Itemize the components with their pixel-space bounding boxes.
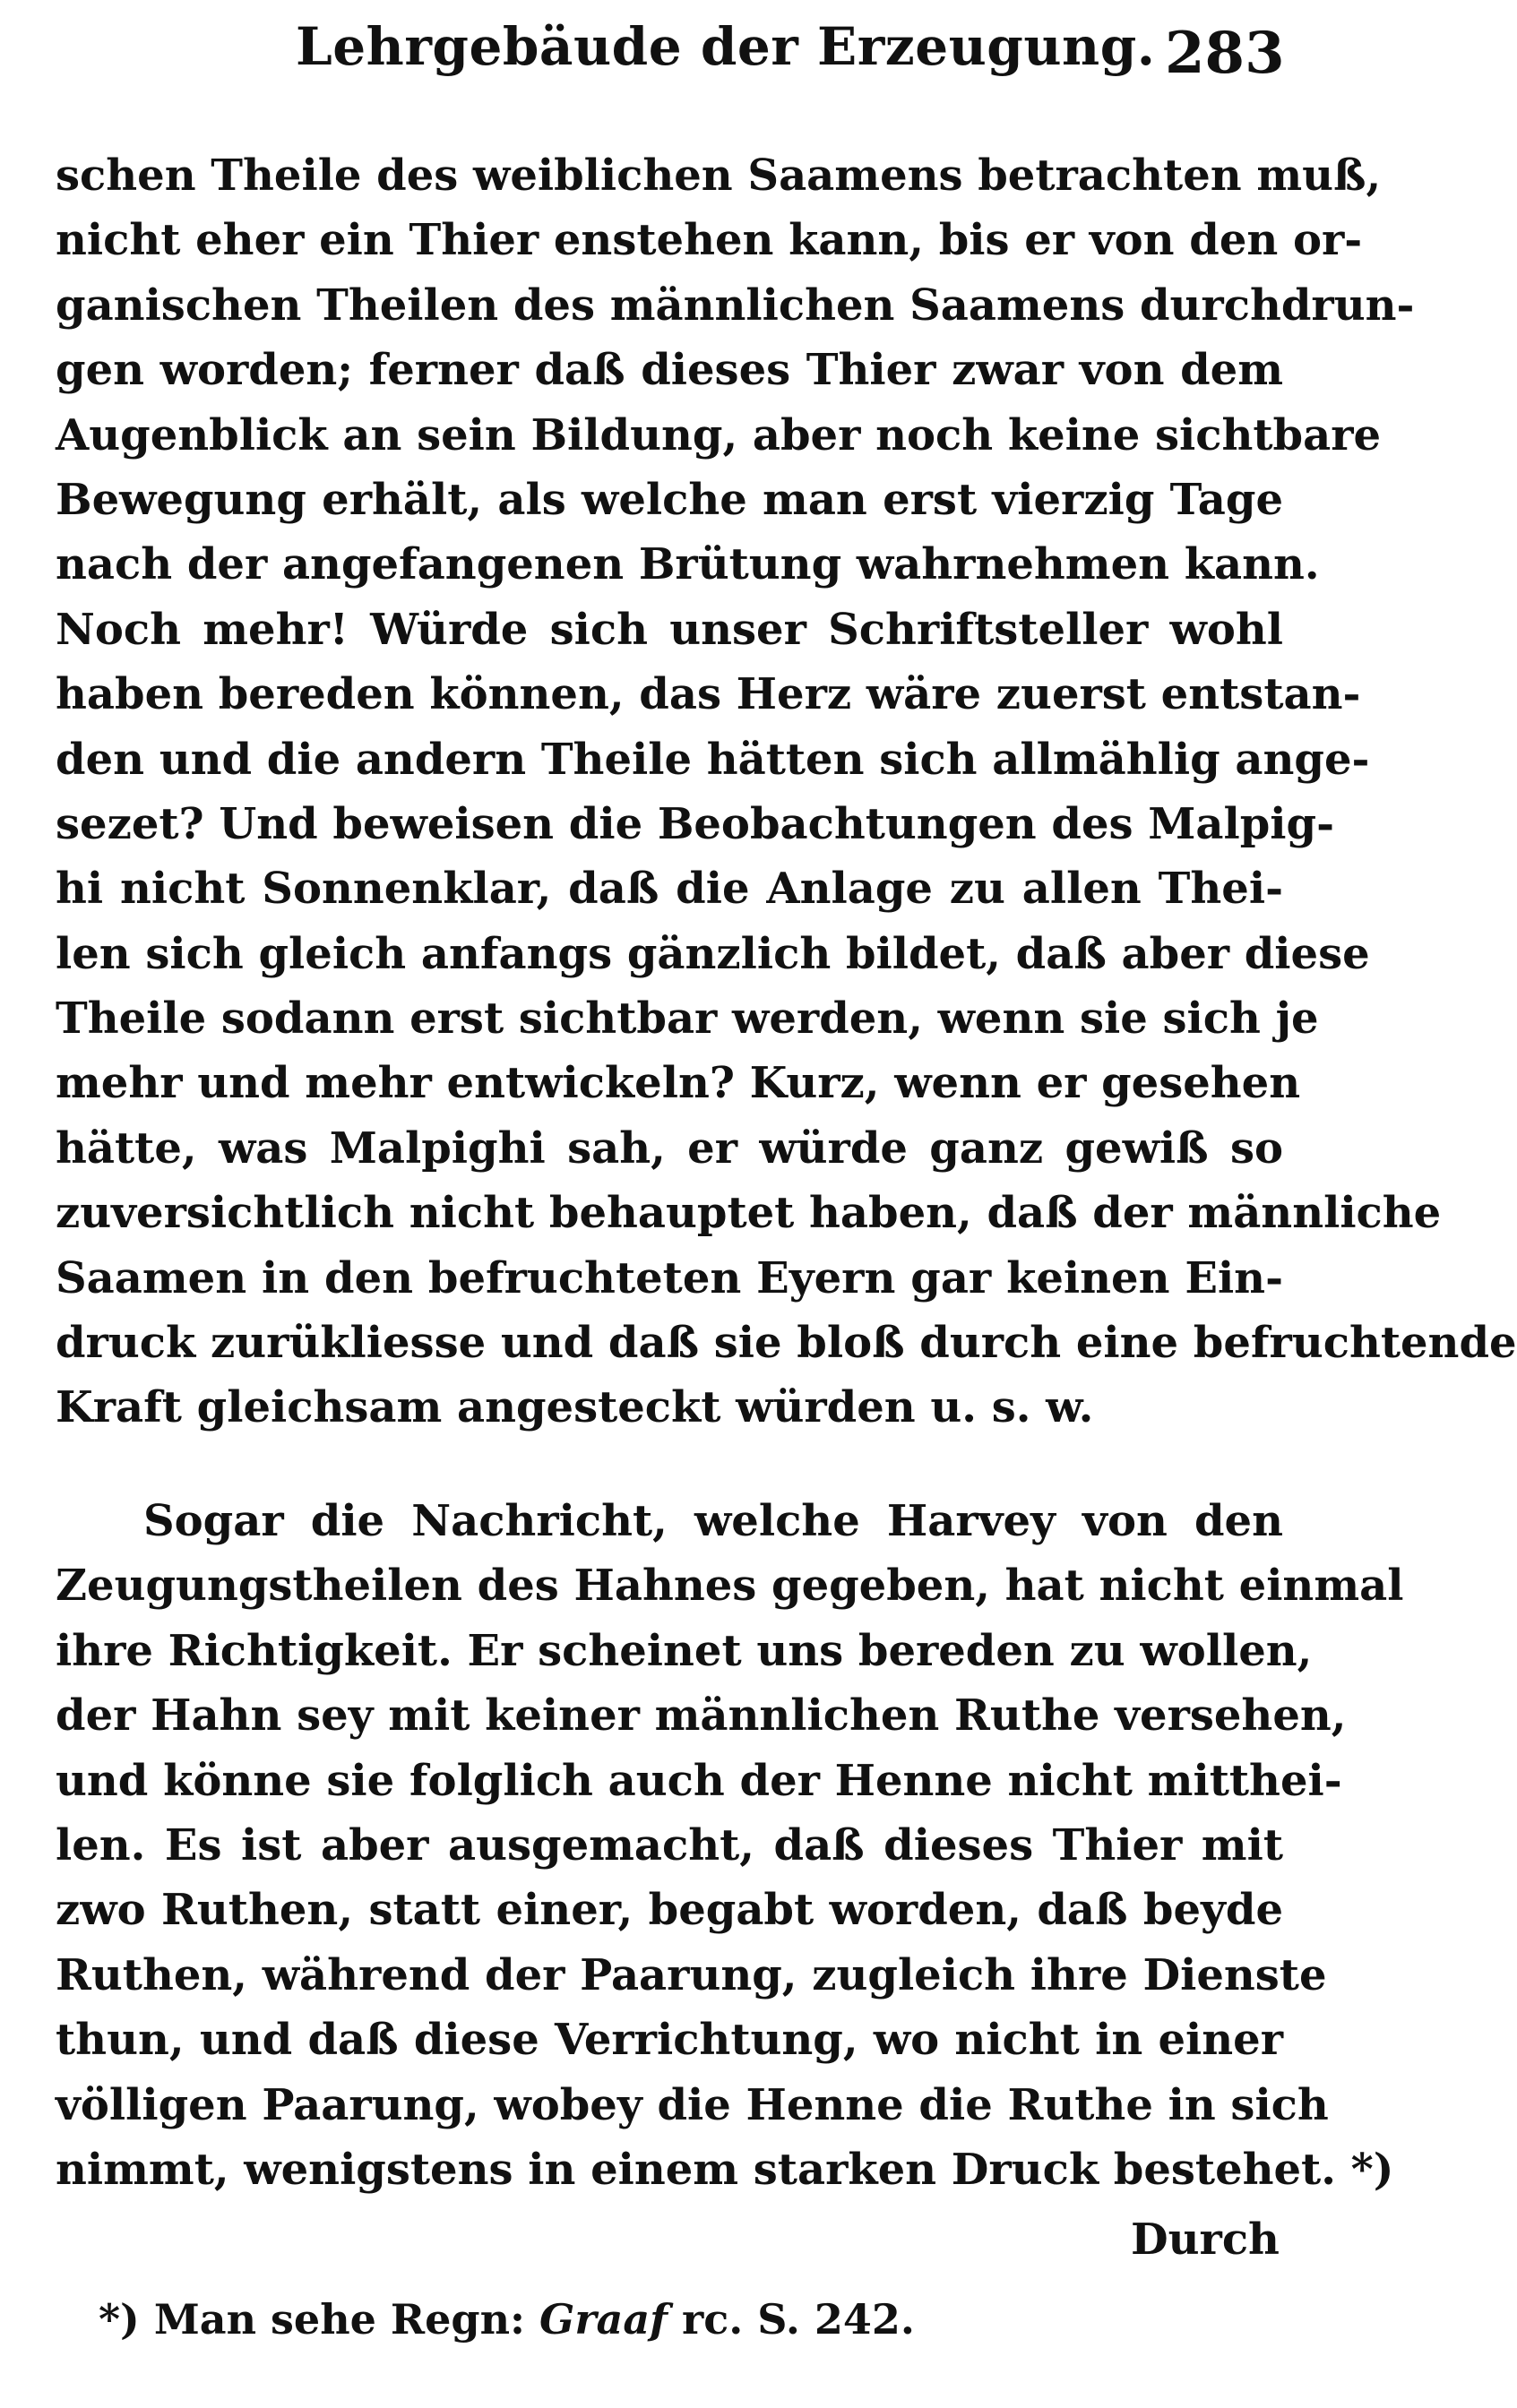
text-line: len. Es ist aber ausgemacht, daß dieses Thier mit (56, 1819, 1283, 1870)
text-line: und könne sie folglich auch der Henne nicht mitthei- (56, 1755, 1342, 1806)
text-line: len sich gleich anfangs gänzlich bildet, daß aber diese (56, 928, 1370, 979)
text-line: druck zurükliesse und daß sie bloß durch eine befruchtende (56, 1318, 1517, 1369)
text-line: der Hahn sey mit keiner männlichen Ruthe versehen, (56, 1690, 1347, 1742)
text-line: Kraft gleichsam angesteckt würden u. s. w. (56, 1382, 1094, 1433)
catchword: Durch (1131, 2214, 1280, 2265)
text-line: den und die andern Theile hätten sich allmählig ange- (56, 734, 1370, 785)
paragraph-1 (56, 143, 1517, 1440)
footnote-marker: *) (99, 2295, 140, 2344)
text-line: mehr und mehr entwickeln? Kurz, wenn er gesehen (56, 1058, 1301, 1109)
text-line: ihre Richtigkeit. Er scheinet uns bereden zu wollen, (56, 1625, 1313, 1676)
running-head: Lehrgebäude der Erzeugung. (296, 16, 1156, 77)
text-line: zuversichtlich nicht behauptet haben, daß der männliche (56, 1188, 1442, 1239)
text-line: Theile sodann erst sichtbar werden, wenn sie sich je (56, 993, 1319, 1045)
text-line: Bewegung erhält, als welche man erst vierzig Tage (56, 474, 1283, 525)
text-line: Saamen in den befruchteten Eyern gar keinen Ein- (56, 1252, 1283, 1303)
paragraph-2 (56, 1489, 1404, 2202)
page-number: 283 (1165, 20, 1285, 87)
text-line: nicht eher ein Thier enstehen kann, bis er von den or- (56, 215, 1363, 266)
text-line: schen Theile des weiblichen Saamens betrachten muß, (56, 150, 1382, 201)
text-line: Zeugungstheilen des Hahnes gegeben, hat nicht einmal (56, 1561, 1404, 1612)
footnote-text-after: rc. S. 242. (681, 2295, 915, 2344)
text-line: völligen Paarung, wobey die Henne die Ruthe in sich (56, 2079, 1329, 2130)
text-line: haben bereden können, das Herz wäre zuerst entstan- (56, 669, 1361, 720)
text-line: nach der angefangenen Brütung wahrnehmen kann. (56, 539, 1320, 590)
text-line: nimmt, wenigstens in einem starken Druck bestehet. *) (56, 2144, 1394, 2195)
text-line: Noch mehr! Würde sich unser Schriftsteller wohl (56, 604, 1283, 655)
text-line: gen worden; ferner daß dieses Thier zwar von dem (56, 345, 1283, 396)
footnote-text-before: Man sehe Regn: (153, 2295, 526, 2344)
text-line: hi nicht Sonnenklar, daß die Anlage zu allen Thei- (56, 864, 1283, 915)
text-line: hätte, was Malpighi sah, er würde ganz gewiß so (56, 1122, 1283, 1174)
text-line: thun, und daß diese Verrichtung, wo nicht in einer (56, 2015, 1283, 2066)
footnote (99, 2295, 915, 2344)
footnote-author: Graaf (539, 2295, 668, 2344)
text-line: Augenblick an sein Bildung, aber noch keine sichtbare (56, 409, 1382, 460)
text-line: zwo Ruthen, statt einer, begabt worden, daß beyde (56, 1885, 1283, 1936)
text-line: Sogar die Nachricht, welche Harvey von den (143, 1496, 1283, 1546)
text-line: Ruthen, während der Paarung, zugleich ihre Dienste (56, 1949, 1327, 2000)
text-line: sezet? Und beweisen die Beobachtungen des Malpig- (56, 798, 1334, 849)
text-line: ganischen Theilen des männlichen Saamens durchdrun- (56, 280, 1415, 331)
